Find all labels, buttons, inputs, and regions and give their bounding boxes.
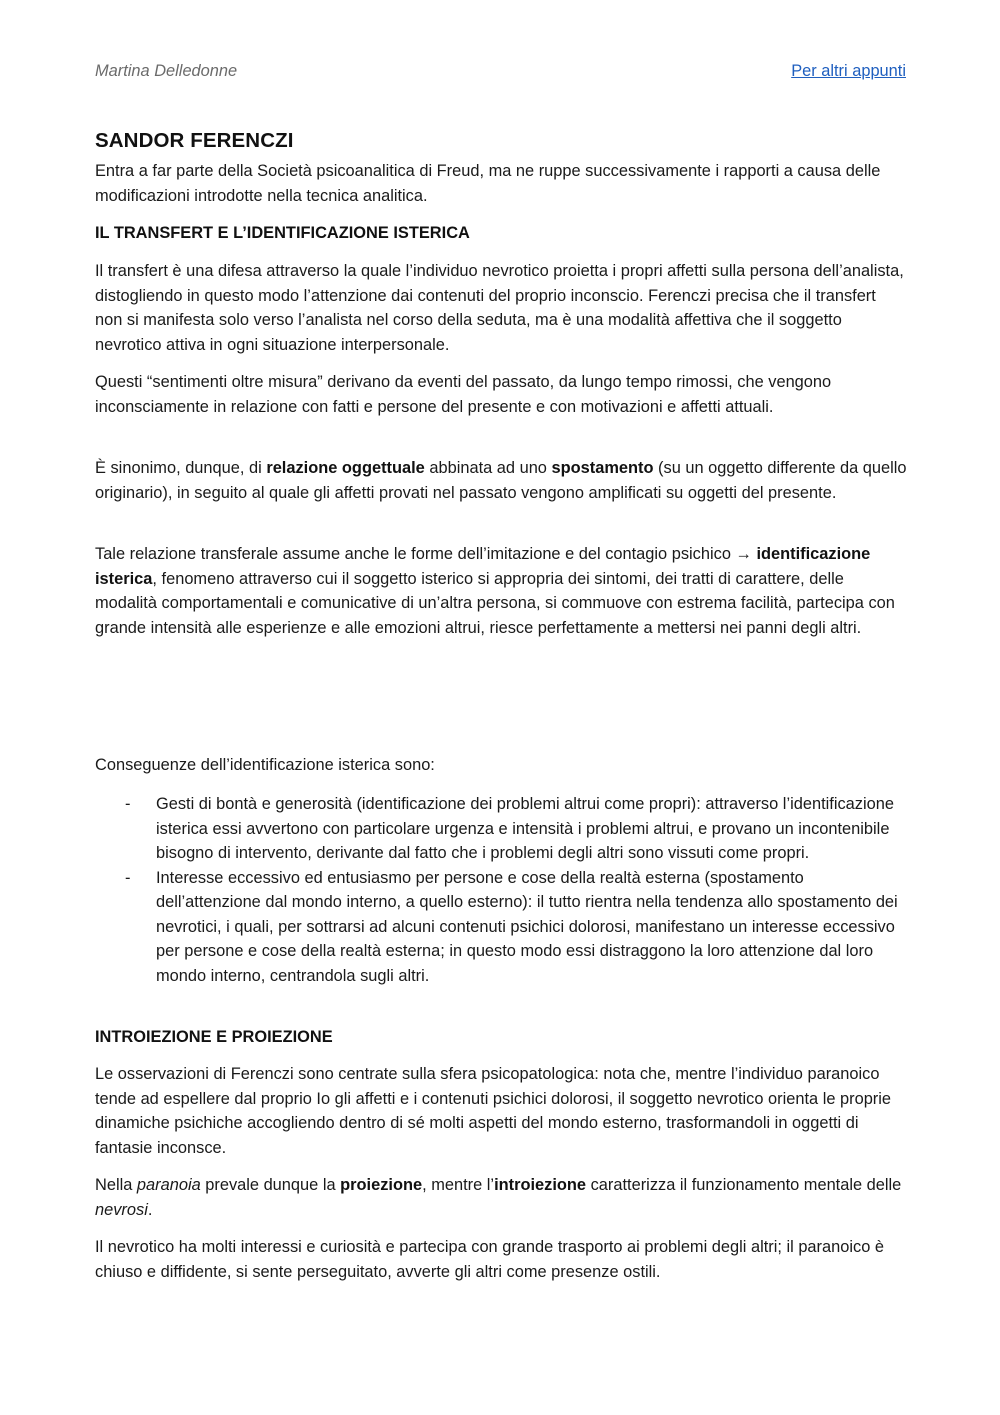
- term-proiezione: proiezione: [340, 1176, 423, 1194]
- page-header: [95, 59, 906, 83]
- introiezione-paragraph-1: Le osservazioni di Ferenczi sono centrate sulla sfera psicopatologica: nota che, mentre l’individuo paranoico tende ad espellere dal proprio Io gli affetti e i contenuti psichici dolorosi, il soggetto nevrotico orienta le proprie dinamiche psichiche accogliendo dentro di sé molti aspetti del mondo esterno, trasformandoli in oggetti di fantasie inconsce.: [95, 1065, 892, 1157]
- term-nevrosi: nevrosi: [95, 1200, 148, 1219]
- transfert-paragraph-3: È sinonimo, dunque, di relazione oggettuale abbinata ad uno spostamento (su un oggetto differente da quello originario), in seguito al quale gli affetti provati nel passato vengono amplificati su oggetti del presente.: [95, 459, 907, 502]
- term-identificazione-isterica: identificazione isterica: [95, 545, 871, 588]
- consequences-intro: Conseguenze dell’identificazione isterica sono:: [95, 756, 435, 774]
- section-heading-transfert: IL TRANSFERT E L’IDENTIFICAZIONE ISTERICA: [95, 224, 470, 242]
- term-relazione-oggettuale: relazione oggettuale: [266, 459, 425, 477]
- consequences-list: [95, 792, 907, 988]
- list-item: - Gesti di bontà e generosità (identificazione dei problemi altrui come propri): attraverso l’identificazione isterica essi avvertono con particolare urgenza e intensità i problemi altrui, e provano un incontenibile bisogno di intervento, derivante dal fatto che i problemi degli altri sono vissuti come propri.: [125, 795, 894, 862]
- term-paranoia: paranoia: [136, 1176, 201, 1194]
- more-notes-link[interactable]: Per altri appunti: [791, 62, 906, 80]
- transfert-paragraph-4: Tale relazione transferale assume anche le forme dell’imitazione e del contagio psichico → identificazione isterica, fenomeno attraverso cui il soggetto isterico si appropria dei sintomi, dei tratti di carattere, delle modalità comportamentali e comunicative di un’altra persona, si commuove con estrema facilità, partecipa con grande intensità alle esperienze e alle emozioni altrui, riesce perfettamente a mettersi nei panni degli altri.: [95, 545, 895, 637]
- term-introiezione: introiezione: [494, 1176, 587, 1194]
- author-name: Martina Delledonne: [95, 62, 238, 80]
- introiezione-paragraph-2: Nella paranoia prevale dunque la proiezione, mentre l’introiezione caratterizza il funzionamento mentale delle nevrosi.: [95, 1176, 902, 1219]
- transfert-paragraph-1: Il transfert è una difesa attraverso la quale l’individuo nevrotico proietta i propri affetti sulla persona dell’analista, distogliendo in questo modo l’attenzione dai contenuti del proprio inconscio. Ferenczi precisa che il transfert non si manifesta solo verso l’analista nel corso della seduta, ma è una modalità affettiva che il soggetto nevrotico attiva in ogni situazione interpersonale.: [95, 262, 904, 354]
- introiezione-paragraph-3: Il nevrotico ha molti interessi e curiosità e partecipa con grande trasporto ai problemi degli altri; il paranoico è chiuso e diffidente, si sente perseguitato, avverte gli altri come presenze ostili.: [95, 1238, 884, 1281]
- intro-paragraph: Entra a far parte della Società psicoanalitica di Freud, ma ne ruppe successivamente i rapporti a causa delle modificazioni introdotte nella tecnica analitica.: [95, 162, 881, 205]
- list-item: - Interesse eccessivo ed entusiasmo per persone e cose della realtà esterna (spostamento dell’attenzione dal mondo interno, a quello esterno): il tutto rientra nella tendenza allo spostamento dei nevrotici, i quali, per sottrarsi ad alcuni contenuti psichici dolorosi, manifestano un interesse eccessivo per persone e cose della realtà esterna; in questo modo essi distraggono la loro attenzione dal loro mondo interno, centrandola sugli altri.: [125, 868, 898, 985]
- section-heading-introiezione: INTROIEZIONE E PROIEZIONE: [95, 1028, 333, 1046]
- document-title: SANDOR FERENCZI: [95, 129, 294, 152]
- transfert-paragraph-2: Questi “sentimenti oltre misura” derivano da eventi del passato, da lungo tempo rimossi, che vengono inconsciamente in relazione con fatti e persone del presente e con motivazioni e affetti attuali.: [95, 373, 832, 416]
- term-spostamento: spostamento: [551, 459, 654, 477]
